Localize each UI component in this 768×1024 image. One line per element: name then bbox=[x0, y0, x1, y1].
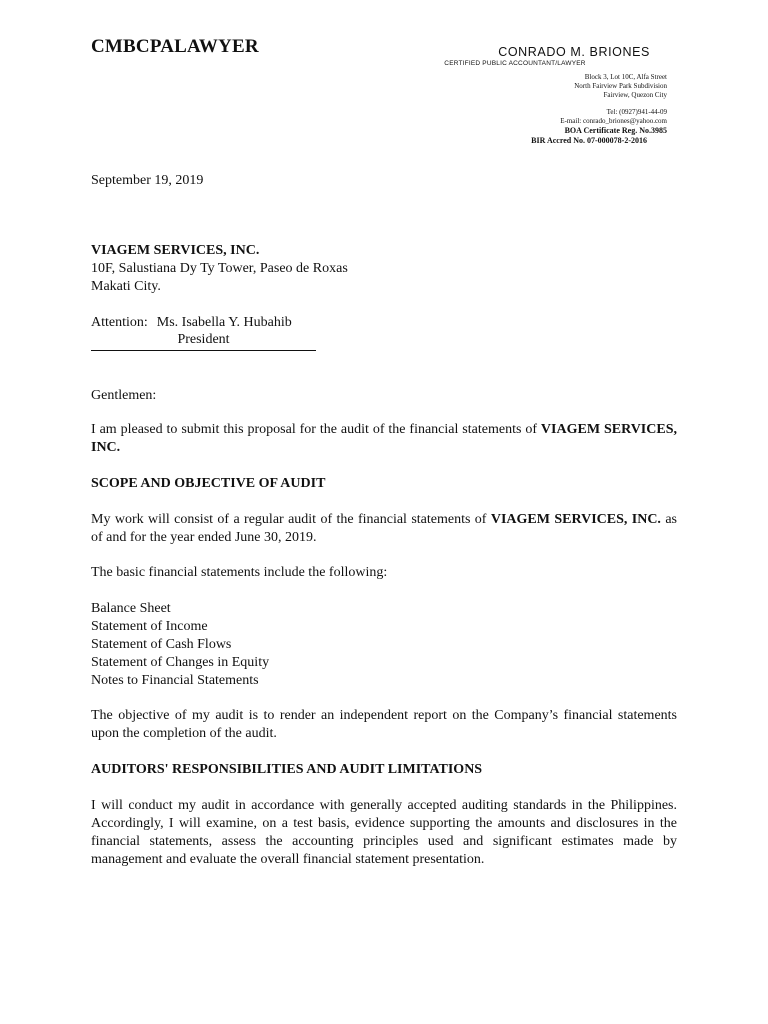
statements-list bbox=[91, 600, 677, 690]
attention-label: Attention: bbox=[91, 315, 148, 330]
letterhead-boa: BOA Certificate Reg. No.3985 bbox=[564, 126, 667, 135]
intro-paragraph bbox=[91, 421, 677, 457]
letterhead-title: CERTIFIED PUBLIC ACCOUNTANT/LAWYER bbox=[444, 60, 586, 67]
recipient-company: VIAGEM SERVICES, INC. bbox=[91, 243, 260, 258]
list-item: Notes to Financial Statements bbox=[91, 673, 259, 688]
statements-intro: The basic financial statements include the following: bbox=[91, 565, 388, 580]
section-heading-responsibilities: AUDITORS' RESPONSIBILITIES AND AUDIT LIMITATIONS bbox=[91, 762, 483, 777]
letterhead-address2: North Fairview Park Subdivision bbox=[574, 81, 667, 90]
scope-company-bold: VIAGEM SERVICES, INC. bbox=[490, 512, 661, 527]
letter-date: September 19, 2019 bbox=[91, 173, 204, 188]
recipient-address-line2: Makati City. bbox=[91, 279, 161, 294]
attention-title: President bbox=[91, 331, 316, 351]
section-heading-scope: SCOPE AND OBJECTIVE OF AUDIT bbox=[91, 476, 326, 491]
brand-logo-text: CMBCPALAWYER bbox=[91, 36, 259, 57]
scope-paragraph bbox=[91, 511, 677, 547]
responsibilities-paragraph: I will conduct my audit in accordance with generally accepted auditing standards in the Philippines. Accordingly, I will examine, on a test basis, evidence supporting the amounts and disclosures in the financial statements, assess the accounting principles used and significant estimates made by management and evaluate the overall financial statement presentation. bbox=[91, 798, 677, 867]
intro-text: I am pleased to submit this proposal for the audit of the financial statements of bbox=[91, 422, 541, 437]
list-item: Statement of Cash Flows bbox=[91, 637, 232, 652]
list-item: Statement of Income bbox=[91, 619, 208, 634]
scope-text-a: My work will consist of a regular audit of the financial statements of bbox=[91, 512, 491, 527]
attention-line bbox=[91, 314, 292, 332]
letterhead-name: CONRADO M. BRIONES bbox=[498, 45, 650, 59]
objective-paragraph: The objective of my audit is to render an independent report on the Company’s financial statements upon the completion of the audit. bbox=[91, 708, 677, 741]
letterhead-bir: BIR Accred No. 07-000078-2-2016 bbox=[531, 136, 647, 145]
intro-company-bold: VIAGEM SERVICES, INC. bbox=[91, 422, 677, 455]
recipient-address-line1: 10F, Salustiana Dy Ty Tower, Paseo de Roxas bbox=[91, 261, 348, 276]
letterhead-email: E-mail: conrado_briones@yahoo.com bbox=[560, 117, 667, 126]
scope-text-b: as of and for the year ended June 30, 2019. bbox=[91, 512, 677, 545]
attention-name: Ms. Isabella Y. Hubahib bbox=[156, 315, 292, 330]
salutation: Gentlemen: bbox=[91, 388, 157, 403]
letterhead-contact-block bbox=[560, 73, 667, 126]
list-item: Statement of Changes in Equity bbox=[91, 655, 270, 670]
list-item: Balance Sheet bbox=[91, 601, 171, 616]
letterhead-address1: Block 3, Lot 10C, Alfa Street bbox=[584, 73, 667, 81]
letterhead-address3: Fairview, Quezon City bbox=[603, 90, 667, 99]
letterhead-tel: Tel: (0927)941-44-09 bbox=[606, 108, 667, 117]
